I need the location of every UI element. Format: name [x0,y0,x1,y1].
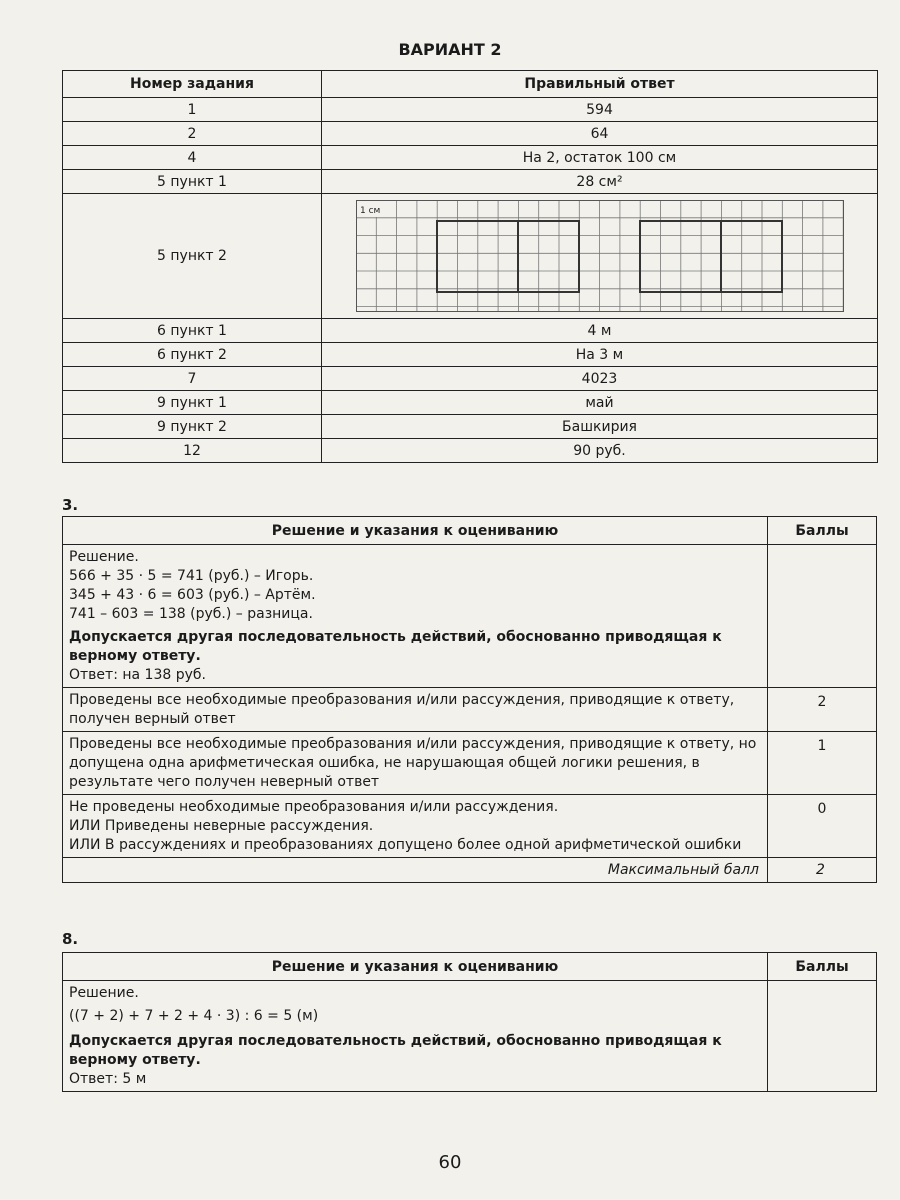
answer-cell: 4023 [322,367,878,391]
table-row [63,122,878,146]
table-row [63,98,878,122]
table-row [63,194,878,319]
criteria-line: Не проведены необходимые преобразования и/или рассуждения. [69,799,559,815]
task-cell: 7 [63,367,322,391]
solution-line: 345 + 43 · 6 = 603 (руб.) – Артём. [69,587,316,603]
solution-answer: Ответ: на 138 руб. [69,667,206,683]
task-cell: 4 [63,146,322,170]
criteria-text: Проведены все необходимые преобразования и/или рассуждения, приводящие к ответу, получен верный ответ [63,688,768,732]
criteria-points: 1 [768,732,877,795]
answer-cell: май [322,391,878,415]
criteria-points: 0 [768,795,877,858]
answer-cell: На 2, остаток 100 см [322,146,878,170]
solution-row [63,981,877,1092]
task-cell: 5 пункт 1 [63,170,322,194]
table-row [63,415,878,439]
section-8-number: 8. [62,930,79,948]
solution-cell [63,981,768,1092]
col-header-answer: Правильный ответ [322,71,878,98]
solution-line: 741 – 603 = 138 (руб.) – разница. [69,606,313,622]
task-cell: 1 [63,98,322,122]
task-cell: 12 [63,439,322,463]
task-cell: 9 пункт 2 [63,415,322,439]
answer-cell [322,194,878,319]
section-8-table [62,952,877,1092]
points-cell [768,981,877,1092]
col-header-points: Баллы [768,517,877,545]
criteria-text [63,795,768,858]
criteria-points: 2 [768,688,877,732]
page-number: 60 [438,1152,462,1173]
grid-scale-label: 1 см [359,206,380,216]
task-cell: 9 пункт 1 [63,391,322,415]
criteria-line: ИЛИ Приведены неверные рассуждения. [69,818,374,834]
max-score-label: Максимальный балл [63,858,768,883]
solution-note: Допускается другая последовательность действий, обоснованно приводящая к верному ответу. [69,629,722,664]
criteria-row [63,732,877,795]
solution-answer: Ответ: 5 м [69,1071,147,1087]
answer-cell: 28 см² [322,170,878,194]
answer-cell: 64 [322,122,878,146]
section-3-header-row [63,517,877,545]
section-8-header-row [63,953,877,981]
solution-label: Решение. [69,985,139,1001]
criteria-line: ИЛИ В рассуждениях и преобразованиях допущено более одной арифметической ошибки [69,837,742,853]
solution-note: Допускается другая последовательность действий, обоснованно приводящая к верному ответу. [69,1033,722,1068]
table-row [63,170,878,194]
table-row [63,343,878,367]
solution-line: 566 + 35 · 5 = 741 (руб.) – Игорь. [69,568,314,584]
table-row [63,319,878,343]
answer-cell: 4 м [322,319,878,343]
max-score-value: 2 [768,858,877,883]
col-header-points: Баллы [768,953,877,981]
criteria-row [63,795,877,858]
rectangle-figure-left [437,221,579,292]
squared-grid-figure [356,200,844,312]
criteria-row [63,688,877,732]
task-cell: 6 пункт 1 [63,319,322,343]
section-3-table [62,516,877,883]
answer-cell: 90 руб. [322,439,878,463]
solution-row [63,545,877,688]
solution-label: Решение. [69,549,139,565]
table-row [63,146,878,170]
max-score-row [63,858,877,883]
col-header-task: Номер задания [63,71,322,98]
table-row [63,391,878,415]
col-header-solution: Решение и указания к оцениванию [63,953,768,981]
rectangle-figure-right [640,221,782,292]
points-cell [768,545,877,688]
task-cell: 2 [63,122,322,146]
page-title: ВАРИАНТ 2 [398,40,502,59]
answer-cell: 594 [322,98,878,122]
answers-table [62,70,878,463]
solution-cell [63,545,768,688]
answers-header-row [63,71,878,98]
grid-lines [356,200,844,312]
table-row [63,367,878,391]
table-row [63,439,878,463]
col-header-solution: Решение и указания к оцениванию [63,517,768,545]
criteria-text: Проведены все необходимые преобразования и/или рассуждения, приводящие к ответу, но допущена одна арифметическая ошибка, не нарушающая общей логики решения, в результате чего получен неверный ответ [63,732,768,795]
answer-cell: Башкирия [322,415,878,439]
section-3-number: 3. [62,496,79,514]
solution-line: ((7 + 2) + 7 + 2 + 4 · 3) : 6 = 5 (м) [69,1008,319,1024]
task-cell: 5 пункт 2 [63,194,322,319]
task-cell: 6 пункт 2 [63,343,322,367]
answer-cell: На 3 м [322,343,878,367]
